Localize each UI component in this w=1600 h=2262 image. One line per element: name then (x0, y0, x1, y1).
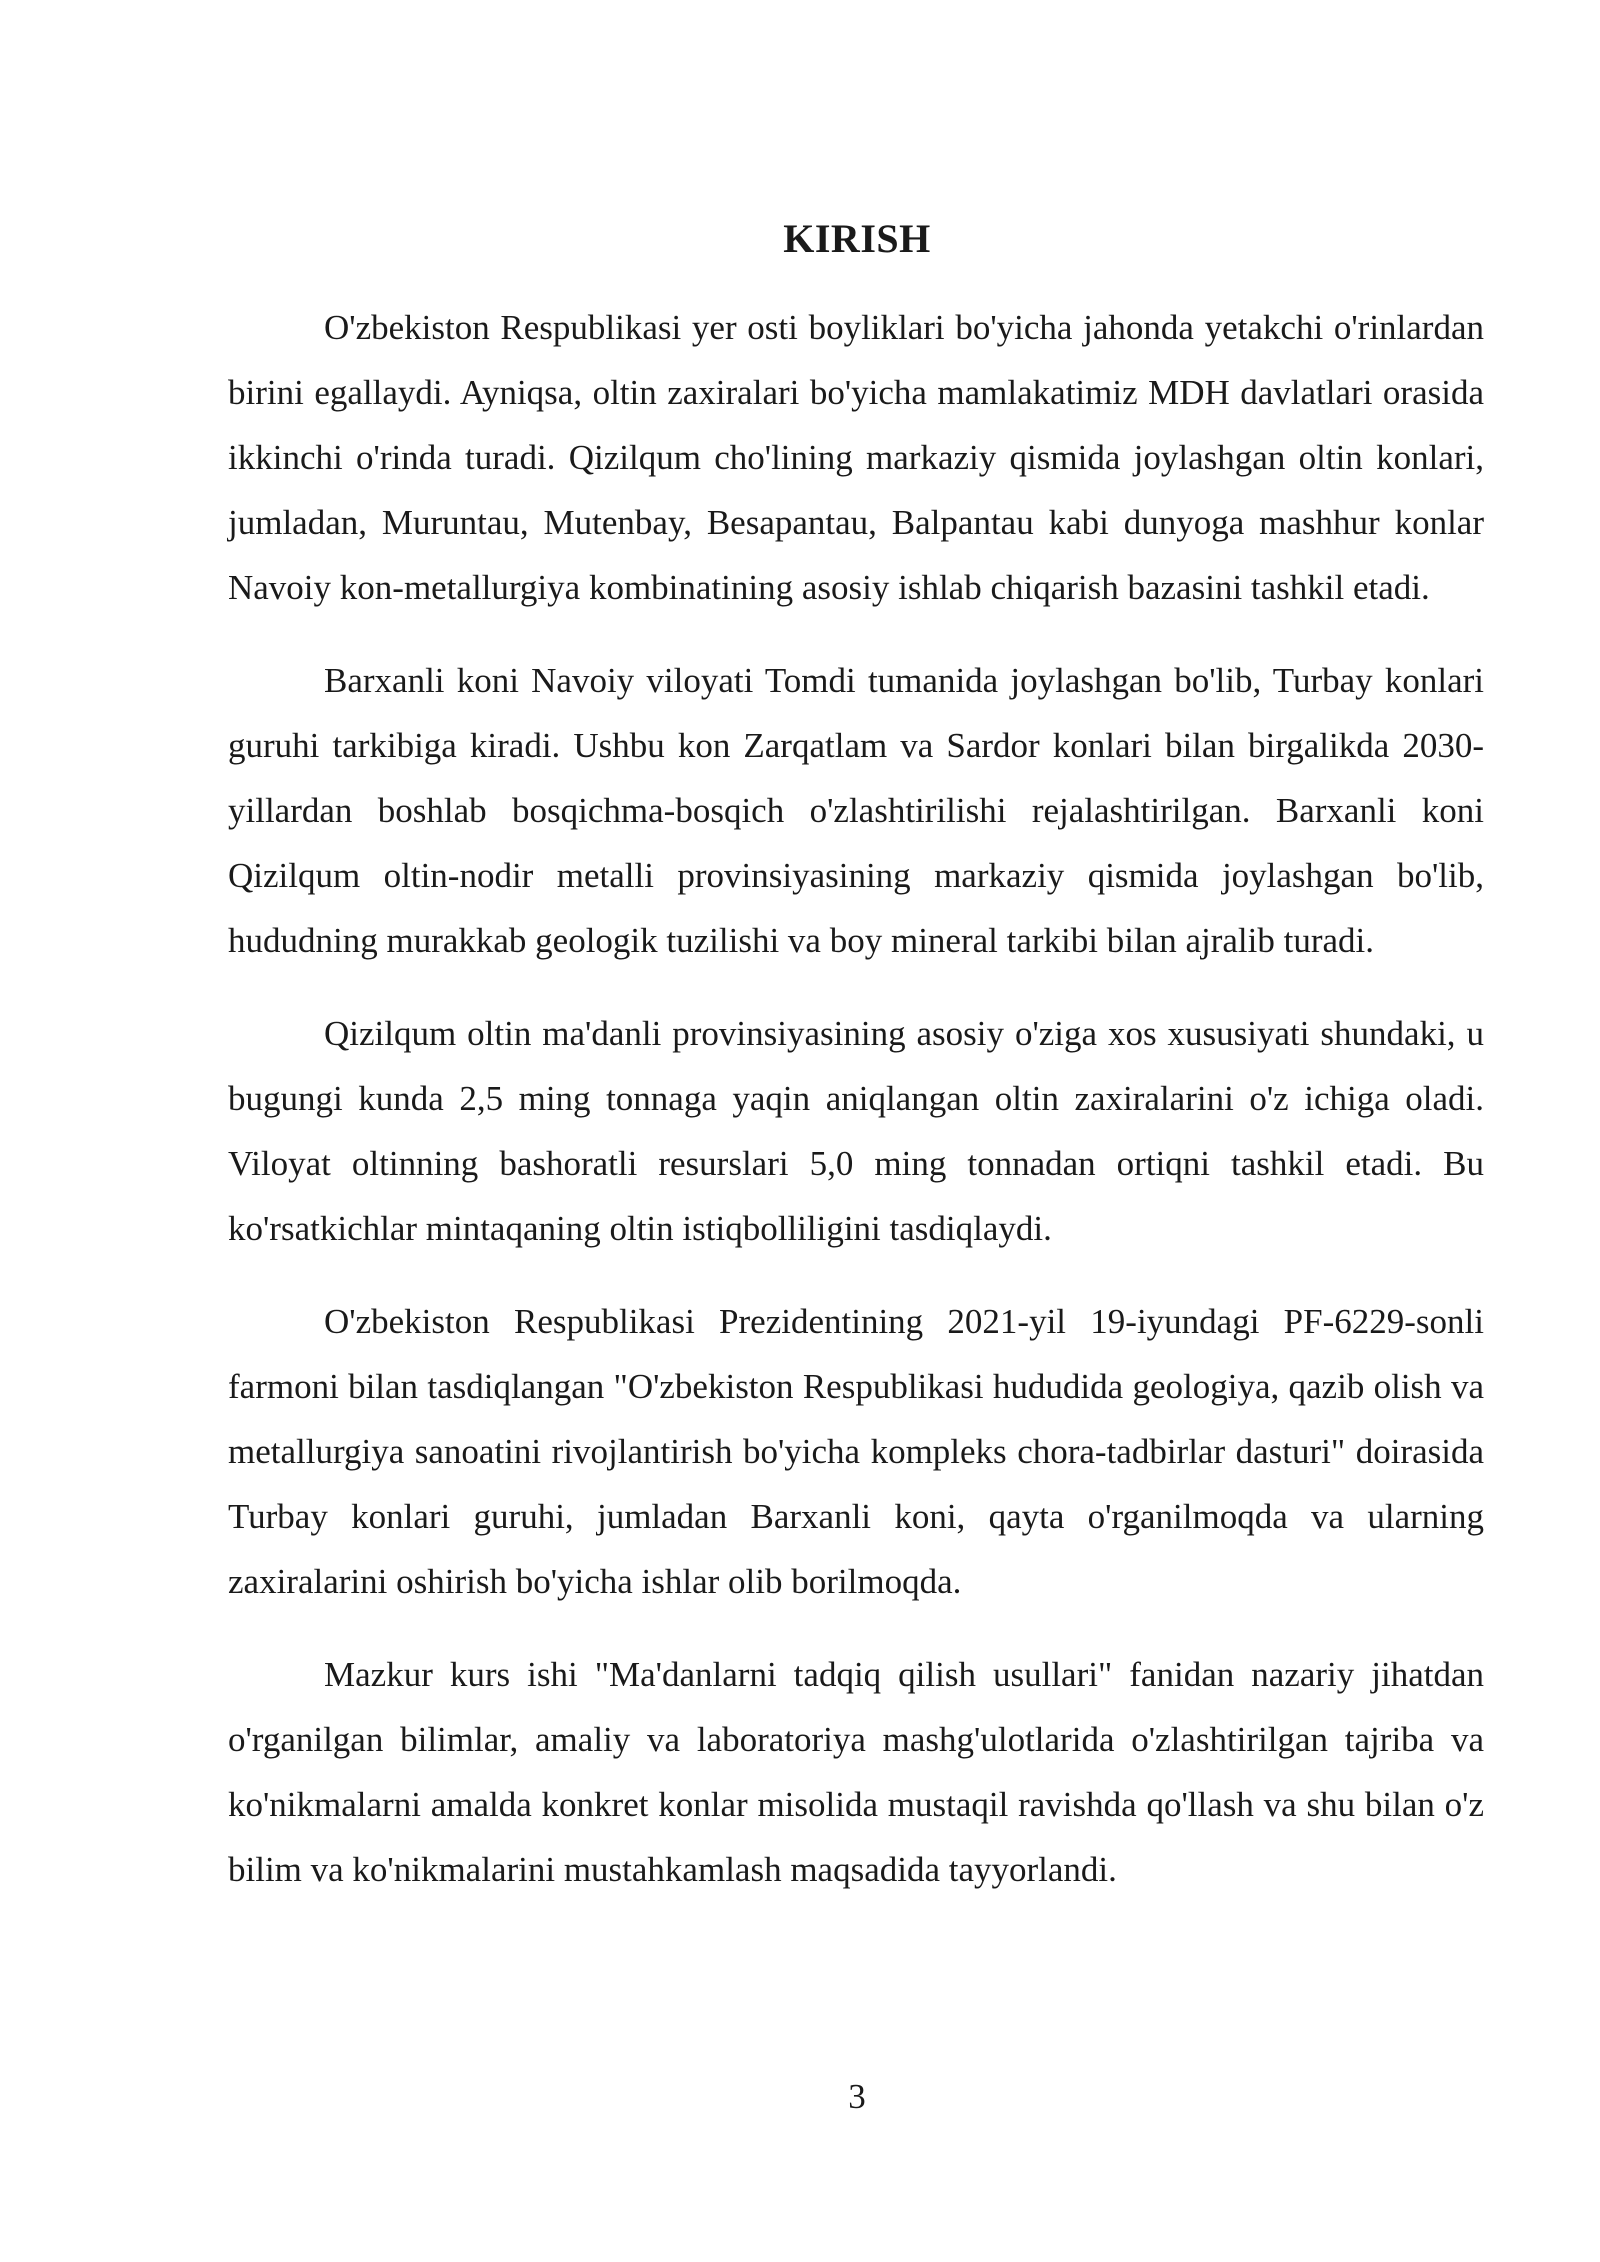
paragraph-5: Mazkur kurs ishi "Ma'danlarni tadqiq qilish usullari" fanidan nazariy jihatdan o'rganilgan bilimlar, amaliy va laboratoriya mashg'ulotlarida o'zlashtirilgan tajriba va ko'nikmalarni amalda konkret konlar misolida mustaqil ravishda qo'llash va shu bilan o'z bilim va ko'nikmalarini mustahkamlash maqsadida tayyorlandi. (228, 1655, 1484, 1889)
page-title: KIRISH (783, 216, 931, 261)
paragraph-2: Barxanli koni Navoiy viloyati Tomdi tumanida joylashgan bo'lib, Turbay konlari guruhi tarkibiga kiradi. Ushbu kon Zarqatlam va Sardor konlari bilan birgalikda 2030-yillardan boshlab bosqichma-bosqich o'zlashtirilishi rejalashtirilgan. Barxanli koni Qizilqum oltin-nodir metalli provinsiyasining markaziy qismida joylashgan bo'lib, hududning murakkab geologik tuzilishi va boy mineral tarkibi bilan ajralib turadi. (228, 661, 1484, 960)
paragraph-4: O'zbekiston Respublikasi Prezidentining 2021-yil 19-iyundagi PF-6229-sonli farmoni bilan tasdiqlangan "O'zbekiston Respublikasi hududida geologiya, qazib olish va metallurgiya sanoatini rivojlantirish bo'yicha kompleks chora-tadbirlar dasturi" doirasida Turbay konlari guruhi, jumladan Barxanli koni, qayta o'rganilmoqda va ularning zaxiralarini oshirish bo'yicha ishlar olib borilmoqda. (228, 1302, 1484, 1601)
document-body (228, 295, 1484, 1930)
paragraph-3: Qizilqum oltin ma'danli provinsiyasining asosiy o'ziga xos xususiyati shundaki, u bugungi kunda 2,5 ming tonnaga yaqin aniqlangan oltin zaxiralarini o'z ichiga oladi. Viloyat oltinning bashoratli resurslari 5,0 ming tonnadan ortiqni tashkil etadi. Bu ko'rsatkichlar mintaqaning oltin istiqbolliligini tasdiqlaydi. (228, 1014, 1484, 1248)
paragraph-1: O'zbekiston Respublikasi yer osti boyliklari bo'yicha jahonda yetakchi o'rinlardan birini egallaydi. Ayniqsa, oltin zaxiralari bo'yicha mamlakatimiz MDH davlatlari orasida ikkinchi o'rinda turadi. Qizilqum cho'lining markaziy qismida joylashgan oltin konlari, jumladan, Muruntau, Mutenbay, Besapantau, Balpantau kabi dunyoga mashhur konlar Navoiy kon-metallurgiya kombinatining asosiy ishlab chiqarish bazasini tashkil etadi. (228, 308, 1484, 607)
page-number: 3 (848, 2077, 866, 2116)
